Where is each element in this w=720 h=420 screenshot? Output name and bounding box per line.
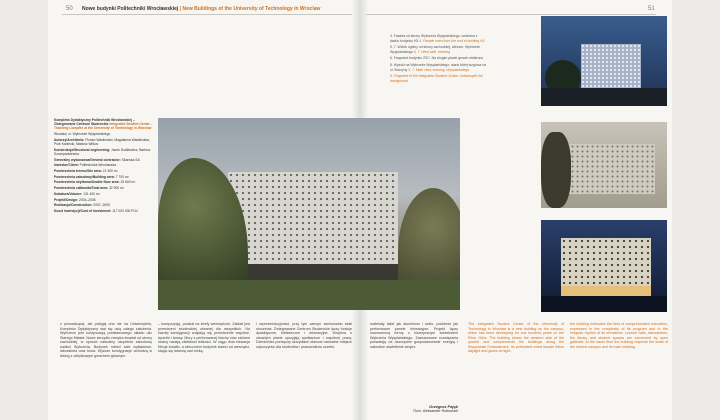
body-column-en-1: The Integrated Student Center of the University of Technology in Wroclaw is a new building on the campus, which has been developing for one hundred years on the River Odra. The building closes the western side of the quarter and complements the buildings along the Wyspiański Embankment. Its perforated metal facade filters daylight and glows at night. <box>468 322 564 353</box>
photo-night-facade <box>541 16 667 106</box>
body-column-en-2: the building embodies the idea of comprehensive education, expressed in the complexity of its program and in the irregular rhythm of its elevations. Lecture halls, laboratories, the library and student spaces are connected by open galleries. At the same time the building respects the scale of the historic campus and its main building. <box>570 322 668 349</box>
credit-item: Autorzy/Architects: Florian Wasilewski, Magdalena Wasilewska, Piotr Kaniecki, Mariusz Wilkos <box>54 137 150 147</box>
caption-item: 9. Fragment of the Integrated Student Centre; Uniwersytet the background <box>390 74 483 83</box>
caption-item: 8. Wysoki na Wybrzeże Wyspiańskiego, starsi bliżej wzgórza na ul. Buczyny 5, 7. Main view, evening, Wyspiańskiego <box>390 62 487 72</box>
credit-item: Koszt inwestycji/Cost of investment: 117 000 000 PLN <box>54 208 138 213</box>
body-column-2: – kompozycję, podział na strefy wewnętrzne, Zakład jest przestrzeni studenckiej otwartej dla wszystkich. Na każdej kondygnacji znajdują się przestrzenie wspólne, łączniki i tarasy. Mury z perforowanej blachy oraz szklane ściany nadają obiektowi lekkości. W ciągu dnia elewacja filtruje światło, a wieczorem budynek świeci od wewnątrz, stając się latarnią nad rzeką. <box>158 322 250 353</box>
photo-perforated-facade <box>541 122 667 208</box>
running-header-pl: Nowe budynki Politechniki Wrocławskiej <box>82 6 179 12</box>
right-edge <box>672 0 720 420</box>
credit-item: Generalny wykonawca/General contractor: Skanska SA <box>54 157 140 162</box>
left-page-number: 50 <box>66 6 73 12</box>
caption-item: 4. Fasada od strony Wybrzeża Wyspiańskiego, widziana z dachu budynku H3 4. Facade seen from the roof of building H3 <box>390 34 485 43</box>
photo-captions <box>390 34 486 85</box>
caption-item: 6. Fragment budynku ZSC. Na drugim planie gmach elektronu <box>390 56 484 61</box>
credit-item: Powierzchnia całkowita/Total area: 32 900 m² <box>54 186 124 191</box>
body-column-1: z prowadzącej, ale polegaj ona nie na Uniwersytetu, Kompleks Dydaktyczny stał się osią całego założenia. Wybrzeże jest kontynuacją podstawowego układu ulic Starego Miasta. Nowe skrzydło zamyka kwartał od strony zachodniej, w sposób naturalny uzupełnia zabudowę wzdłuż Wybrzeża. Budynek mieści sale wykładowe, laboratoria oraz biura. Wyższe kondygnacje wchodzą w dialog z zabytkowym gmachem głównym. <box>60 322 152 358</box>
credit-item: Realizacja/Construction: 2007–2009 <box>54 203 110 208</box>
left-edge <box>0 0 48 420</box>
credit-item: Powierzchnia zabudowy/Building area: 7 700 m² <box>54 174 129 179</box>
credit-item: Powierzchnia użytkowa/Usable floor area: 25 600 m² <box>54 180 136 185</box>
caption-item: 5, 7. Widok ogólny od strony zachodniej, wieczór, Wybrzeże Wyspiańskiego 5, 7. West side, evening <box>390 45 481 54</box>
header-rule-left <box>62 14 352 15</box>
right-page-number: 51 <box>648 6 655 12</box>
running-header <box>82 6 320 12</box>
running-header-en: | New Buildings of the University of Technology in Wroclaw <box>179 6 321 12</box>
credit-item: Powierzchnia terenu/Site area: 21 300 m² <box>54 169 118 174</box>
credit-item: Inwestor/Client: Politechnika Wrocławska <box>54 163 117 168</box>
body-column-4: materiały takie jak aluminium i szkło, podobnie jak perforowane panele elewacyjne. Projekt łączy nowoczesną formę z historycznym kontekstem Wybrzeża Wyspiańskiego. Zastosowane rozwiązania pozwalają na oszczędne gospodarowanie energią i naturalne oświetlenie wnętrz. <box>370 322 458 349</box>
credit-item: Kompleks Dydaktyczny Politechniki Wrocławskiej – Zintegrowane Centrum Studenckie Integrated Student Center – Teaching Complex at the University of Technology in Wroclaw <box>54 118 153 131</box>
article-byline <box>370 404 458 413</box>
project-credits <box>54 118 154 215</box>
photo-evening-facade <box>541 220 667 312</box>
credit-item: Kubatura/Volume: 131 400 m³ <box>54 191 100 196</box>
credit-item: Wrocław, ul. Wybrzeże Wyspiańskiego <box>54 132 111 137</box>
photo-main-building <box>158 118 460 310</box>
body-column-3: i reprezentacyjności, przy tym samym zachowaniu skali otoczenia. Zintegrowane Centrum Studenckie łączy funkcje dydaktyczne, biblioteczne i rekreacyjne. Wnętrza o otwartym planie sprzyjają spotkaniom i wspólnej pracy. Dziedziniec pomiędzy skrzydłami stanowi naturalne miejsce odpoczynku dla studentów i pracowników uczelni. <box>256 322 352 349</box>
translator-name: Tłum. Aleksander Rutkowski <box>412 409 458 413</box>
credit-item: Projekt/Design: 2004–2006 <box>54 197 96 202</box>
credit-item: Konstrukcja/Structural engineering: Jacek Dudkiewicz, Bartosz Szczepankiewicz <box>54 147 151 156</box>
header-rule-right <box>366 14 656 15</box>
author-name: Grzegorz Pająk <box>429 404 458 409</box>
